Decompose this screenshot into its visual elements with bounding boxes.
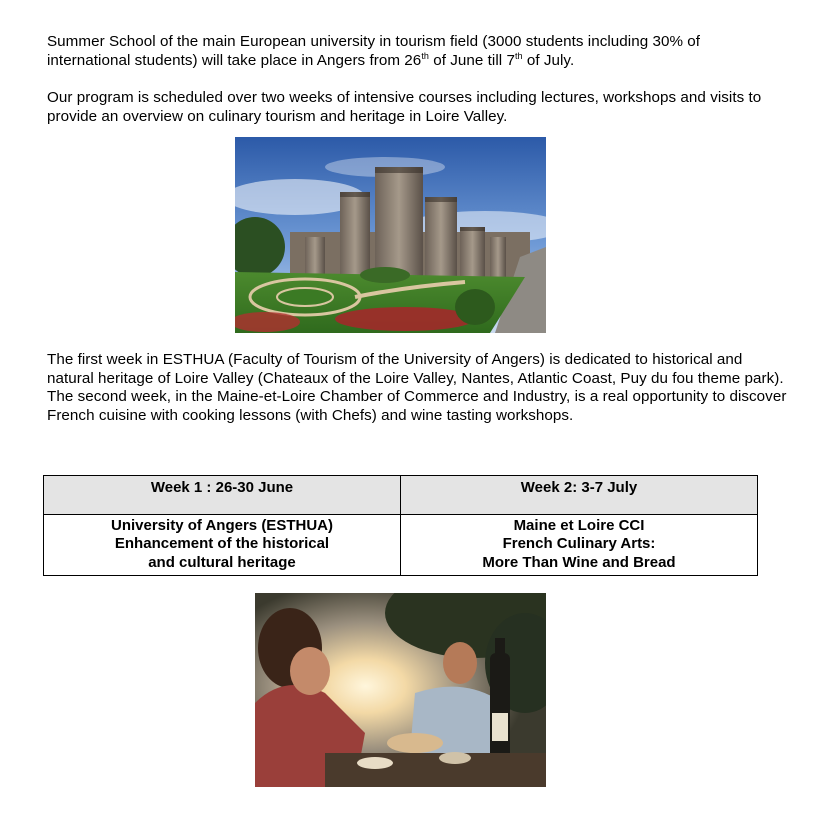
week1-cell (44, 515, 401, 576)
table-header-row (44, 476, 758, 515)
week2-line: French Culinary Arts: (502, 535, 656, 553)
intro-line2-middle: of June till 7 (428, 51, 515, 69)
wine-dinner-photo (255, 593, 546, 787)
date-suffix-start: th (421, 50, 429, 61)
intro-line2-prefix: international students) will take place in Angers from 26 (47, 51, 422, 69)
schedule-table (43, 475, 758, 576)
angers-castle-photo (235, 137, 546, 333)
intro-line2-suffix: of July. (522, 51, 575, 69)
intro-line1: Summer School of the main European university in tourism field (3000 students including 30% of (47, 33, 701, 50)
intro-paragraph (47, 33, 787, 70)
program-paragraph: Our program is scheduled over two weeks of intensive courses including lectures, workshops and visits to provide an overview on culinary tourism and heritage in Loire Valley. (47, 89, 762, 125)
week1-line: and cultural heritage (148, 553, 296, 571)
week1-header: Week 1 : 26-30 June (44, 476, 401, 515)
week2-line: More Than Wine and Bread (482, 553, 676, 571)
date-suffix-end: th (514, 50, 523, 61)
week2-cell (401, 515, 758, 576)
table-row (44, 515, 758, 576)
weeks-description-paragraph: The first week in ESTHUA (Faculty of Tourism of the University of Angers) is dedicated to historical and natural heritage of Loire Valley (Chateaux of the Loire Valley, Nantes, Atlantic Coast, Puy du fou theme park). The second week, in the Maine-et-Loire Chamber of Commerce and Industry, is a real opportunity to discover French cuisine with cooking lessons (with Chefs) and wine tasting workshops. (47, 351, 787, 424)
week2-line: Maine et Loire CCI (513, 517, 645, 534)
week1-line: University of Angers (ESTHUA) (111, 517, 333, 534)
week1-line: Enhancement of the historical (114, 535, 330, 553)
week2-header: Week 2: 3-7 July (401, 476, 758, 515)
